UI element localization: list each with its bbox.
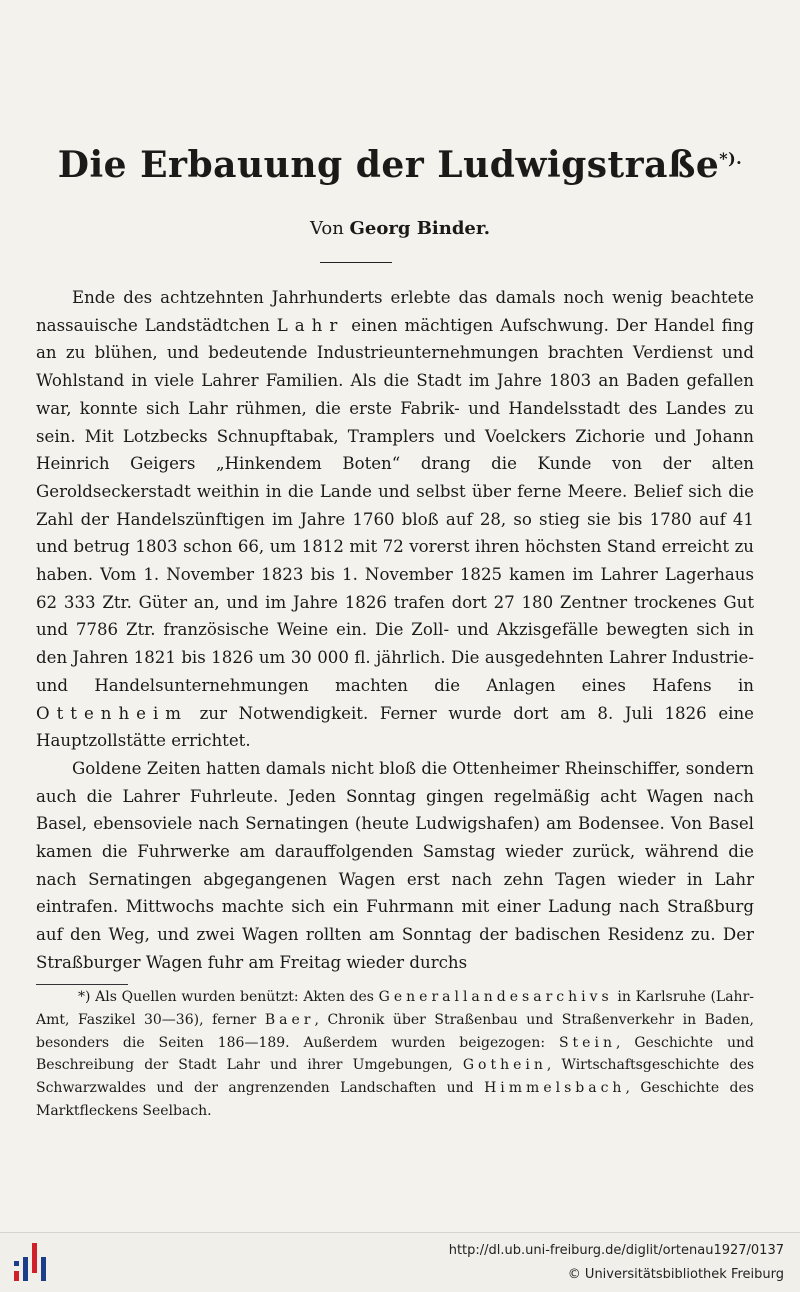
title-text: Die Erbauung der Ludwigstraße xyxy=(57,144,720,186)
footnote xyxy=(36,986,754,1123)
spaced-word-baer: Baer xyxy=(264,1011,315,1028)
byline-author: Georg Binder. xyxy=(349,218,490,239)
spaced-word-himmelsbach: Himmelsbach xyxy=(484,1080,626,1097)
footnote-text xyxy=(36,986,754,1123)
spaced-word-stein: Stein xyxy=(558,1034,616,1051)
paragraph-1-part-c: zur Notwendigkeit. Ferner wurde dort am 8. Juli 1826 eine Hauptzollstätte errichtet. xyxy=(36,703,754,751)
footnote-divider xyxy=(36,984,128,985)
paragraph-1-part-a: Ende des achtzehnten Jahrhunderts erlebte das damals noch wenig beachtete nassauische Landstädtchen xyxy=(36,288,754,335)
copyright-text: © Universitätsbibliothek Freiburg xyxy=(567,1267,784,1282)
viewer-footer xyxy=(0,1232,800,1292)
footnote-part-a: *) Als Quellen wurden benützt: Akten des xyxy=(78,989,379,1005)
page-url-link[interactable]: http://dl.ub.uni-freiburg.de/diglit/ortenau1927/0137 xyxy=(448,1243,784,1258)
spaced-word-generallandesarchivs: Generallandesarchivs xyxy=(378,989,613,1005)
byline xyxy=(0,218,800,239)
body-text xyxy=(36,284,754,977)
spaced-word-gothein: Gothein xyxy=(462,1057,547,1074)
page-title xyxy=(0,144,800,186)
paragraph-1 xyxy=(36,284,754,755)
ub-freiburg-logo-icon[interactable] xyxy=(12,1241,52,1285)
spaced-word-lahr: Lahr xyxy=(276,315,345,335)
footnote-part-c: , Chronik über Straßenbau und Straßenverkehr in Baden, besonders die Seiten 186—189. Außerdem wurden beigezogen: xyxy=(36,1011,754,1051)
footnote-part-d: , Geschichte und Beschreibung der Stadt Lahr und ihrer Umgebungen, xyxy=(36,1034,754,1074)
footnote-part-e: , Wirtschaftsgeschichte des Schwarzwaldes und der angrenzenden Landschaften und xyxy=(36,1057,755,1097)
byline-prefix: Von xyxy=(310,218,344,239)
footnote-part-f: , Geschichte des Marktfleckens Seelbach. xyxy=(36,1080,754,1119)
spaced-word-ottenheim: Ottenheim xyxy=(36,703,188,723)
paragraph-1-part-b: einen mächtigen Aufschwung. Der Handel fing an zu blühen, und bedeutende Industrieunternehmungen brachten Verdienst und Wohlstand in viele Lahrer Familien. Als die Stadt im Jahre 1803 an Baden gefallen war, konnte sich Lahr rühmen, die erste Fabrik- und Handelsstadt des Landes zu sein. Mit Lotzbecks Schnupftabak, Tramplers und Voelckers Zichorie und Johann Heinrich Geigers „Hinkendem Boten“ drang die Kunde von der alten Geroldseckerstadt weithin in die Lande und selbst über ferne Meere. Belief sich die Zahl der Handelszünftigen im Jahre 1760 bloß auf 28, so stieg sie bis 1780 auf 41 und betrug 1803 schon 66, um 1812 mit 72 vorerst ihren höchsten Stand erreicht zu haben. Vom 1. November 1823 bis 1. November 1825 kamen im Lahrer Lagerhaus 62 333 Ztr. Güter an, und im Jahre 1826 trafen dort 27 180 Zentner trockenes Gut und 7786 Ztr. französische Weine ein. Die Zoll- und Akzisgefälle bewegten sich in den Jahren 1821 bis 1826 um 30 000 fl. jährlich. Die ausgedehnten Lahrer Industrie- und Handelsunternehmungen machten die Anlagen eines Hafens in xyxy=(36,315,754,695)
paragraph-2: Goldene Zeiten hatten damals nicht bloß die Ottenheimer Rheinschiffer, sondern auch die Lahrer Fuhrleute. Jeden Sonntag gingen regelmäßig acht Wagen nach Basel, ebensoviele nach Sernatingen (heute Ludwigshafen) am Bodensee. Von Basel kamen die Fuhrwerke am darauffolgenden Samstag wieder zurück, während die nach Sernatingen abgegangenen Wagen erst nach zehn Tagen wieder in Lahr eintrafen. Mittwochs machte sich ein Fuhrmann mit einer Ladung nach Straßburg auf den Weg, und zwei Wagen rollten am Sonntag der badischen Residenz zu. Der Straßburger Wagen fuhr am Freitag wieder durchs xyxy=(36,758,754,972)
title-footnote-mark: *). xyxy=(719,149,743,168)
footnote-part-b: in Karlsruhe (Lahr-Amt, Faszikel 30—36), ferner xyxy=(36,989,754,1028)
title-divider xyxy=(320,262,392,263)
